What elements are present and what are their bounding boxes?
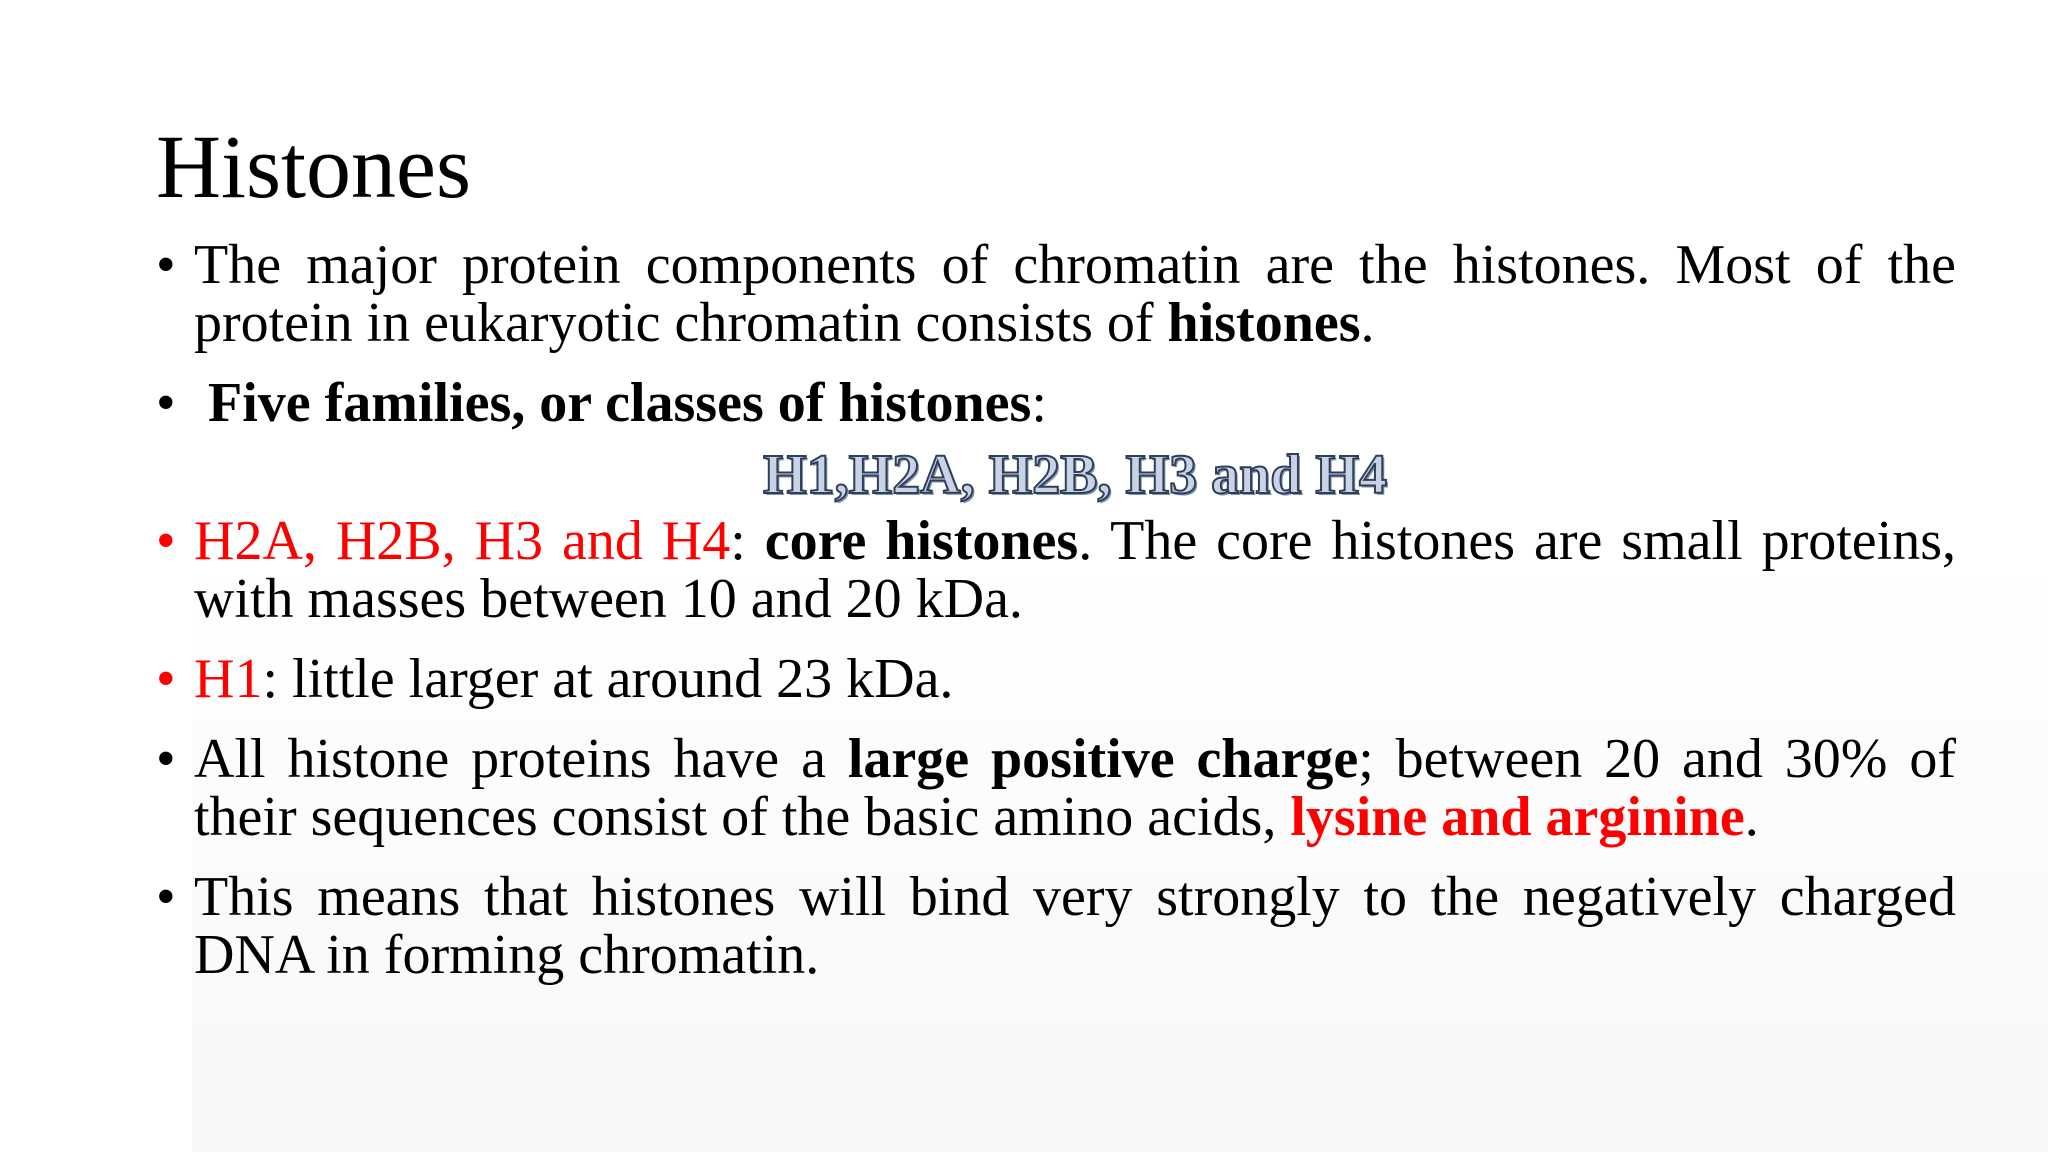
bullet-text: ; between 20 and 30% of their sequences consist of the basic amino acids, bbox=[194, 728, 1957, 848]
red-bold-text: lysine and arginine bbox=[1290, 786, 1745, 848]
bullet-text: This means that histones will bind very strongly to the negatively charged DNA in forming chromatin. bbox=[194, 866, 1956, 986]
histone-families-wordart: H1,H2A, H2B, H3 and H4 bbox=[763, 444, 1387, 506]
bullet-text: : bbox=[1031, 372, 1047, 434]
bullet-text: All histone proteins have a bbox=[194, 728, 848, 790]
red-text: H1 bbox=[194, 648, 263, 710]
bullet-text: : bbox=[730, 510, 765, 572]
bullet-dot: • bbox=[156, 372, 176, 434]
bullet-major-components bbox=[156, 236, 1956, 352]
red-text: H2A, H2B, H3 and H4 bbox=[194, 510, 731, 572]
bullet-dot: • bbox=[156, 866, 176, 928]
bold-text: large positive charge bbox=[847, 728, 1359, 790]
slide-title: Histones bbox=[156, 118, 471, 217]
bullet-text: : little larger at around 23 kDa. bbox=[262, 648, 954, 710]
slide-body bbox=[156, 236, 1956, 984]
bold-text: core histones bbox=[764, 510, 1079, 572]
bullet-text: The major protein components of chromatin are the histones. Most of the protein in eukaryotic chromatin consists of bbox=[194, 234, 1956, 354]
bold-text: histones bbox=[1167, 292, 1361, 354]
bullet-dot: • bbox=[156, 510, 176, 572]
bullet-positive-charge bbox=[156, 730, 1956, 846]
bullet-text: . bbox=[1360, 292, 1375, 354]
bullet-text: . bbox=[1744, 786, 1759, 848]
bullet-five-families bbox=[156, 374, 1956, 432]
bullet-dna-binding bbox=[156, 868, 1956, 984]
bold-text: Five families, or classes of histones bbox=[208, 372, 1032, 434]
bullet-text: . The core histones are small proteins, with masses between 10 and 20 kDa. bbox=[194, 510, 1956, 630]
bullet-dot: • bbox=[156, 728, 176, 790]
bullet-dot: • bbox=[156, 234, 176, 296]
bullet-core-histones bbox=[156, 512, 1956, 628]
bullet-h1 bbox=[156, 650, 1956, 708]
bullet-dot: • bbox=[156, 648, 176, 710]
